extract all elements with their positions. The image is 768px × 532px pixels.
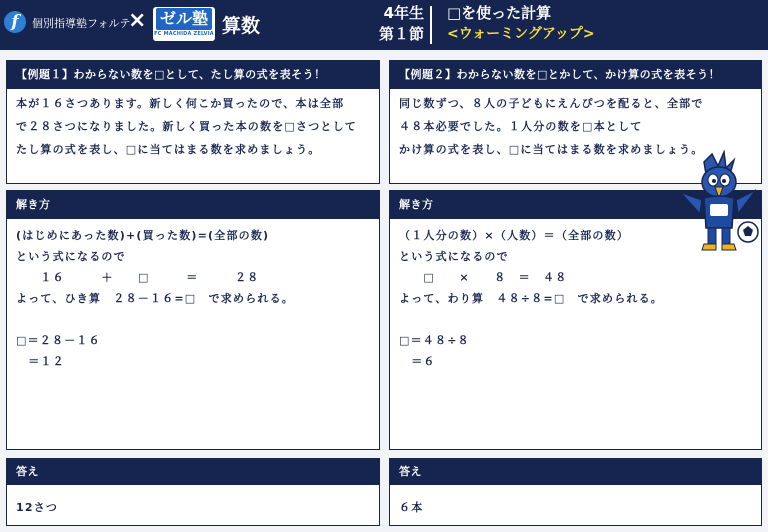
grade-label: 4年生 xyxy=(383,4,424,22)
solution1-heading: 解き方 xyxy=(7,191,379,219)
solution1-equation: １６ ＋ □ ＝ ２８ xyxy=(16,271,260,284)
brand-name: 個別指導塾フォルテ xyxy=(32,17,131,30)
answer1-value: 12さつ xyxy=(16,501,59,514)
solution1-calc-2: ＝１２ xyxy=(16,355,65,368)
example1-title: 【例題１】わからない数を□として、たし算の式を表そう！ xyxy=(7,61,379,89)
answer2-box xyxy=(389,458,762,526)
solution1-line-1: (はじめにあった数)+(買った数)=(全部の数) xyxy=(16,229,270,242)
example2-title: 【例題２】わからない数を□とかして、かけ算の式を表そう！ xyxy=(390,61,761,89)
header-divider xyxy=(430,6,432,44)
lesson-label: 第１節 xyxy=(378,25,424,43)
example1-line-3: たし算の式を表し、□に当てはまる数を求めましょう。 xyxy=(16,143,321,156)
collab-times-symbol: × xyxy=(128,8,147,33)
example1-line-1: 本が１６さつあります。新しく何こか買ったので、本は全部 xyxy=(16,97,345,110)
example2-line-1: 同じ数ずつ、８人の子どもにえんぴつを配ると、全部で xyxy=(399,97,704,110)
example1-box xyxy=(6,60,380,184)
subtopic-title: <ウォーミングアップ> xyxy=(447,26,595,42)
example2-line-3: かけ算の式を表し、□に当てはまる数を求めましょう。 xyxy=(399,143,704,156)
answer1-box xyxy=(6,458,380,526)
zel-juku-logo-subtext: FC MACHIDA ZELVIA xyxy=(154,31,214,37)
header-bar xyxy=(0,0,768,50)
solution1-calc-1: □＝２８－１６ xyxy=(16,334,101,347)
topic-title: □を使った計算 xyxy=(447,4,552,22)
solution1-box xyxy=(6,190,380,450)
solution2-line-4: よって、わり算 ４８÷８=□ で求められる。 xyxy=(399,292,664,305)
solution1-line-4: よって、ひき算 ２８－１６=□ で求められる。 xyxy=(16,292,294,305)
answer1-heading: 答え xyxy=(7,459,379,485)
solution2-line-1: （１人分の数）×（人数）＝（全部の数） xyxy=(399,229,630,242)
solution1-line-2: という式になるので xyxy=(16,250,126,263)
answer2-value: ６本 xyxy=(399,501,424,514)
solution2-calc-2: ＝６ xyxy=(399,355,436,368)
solution2-calc-1: □＝４８÷８ xyxy=(399,334,470,347)
mascot-eagle-icon xyxy=(672,150,764,260)
example2-line-2: ４８本必要でした。１人分の数を□本として xyxy=(399,120,643,133)
example1-line-2: で２８さつになりました。新しく買った本の数を□さつとして xyxy=(16,120,357,133)
answer2-heading: 答え xyxy=(390,459,761,485)
subject-title: 算数 xyxy=(222,15,261,37)
solution2-equation: □ × ８ ＝ ４８ xyxy=(399,271,568,284)
zel-juku-logo-text: ゼル塾 xyxy=(156,8,212,30)
solution2-heading: 解き方 xyxy=(390,191,761,219)
forte-logo-icon: f xyxy=(4,11,26,33)
zel-juku-logo-icon xyxy=(153,7,215,41)
solution2-line-2: という式になるので xyxy=(399,250,509,263)
